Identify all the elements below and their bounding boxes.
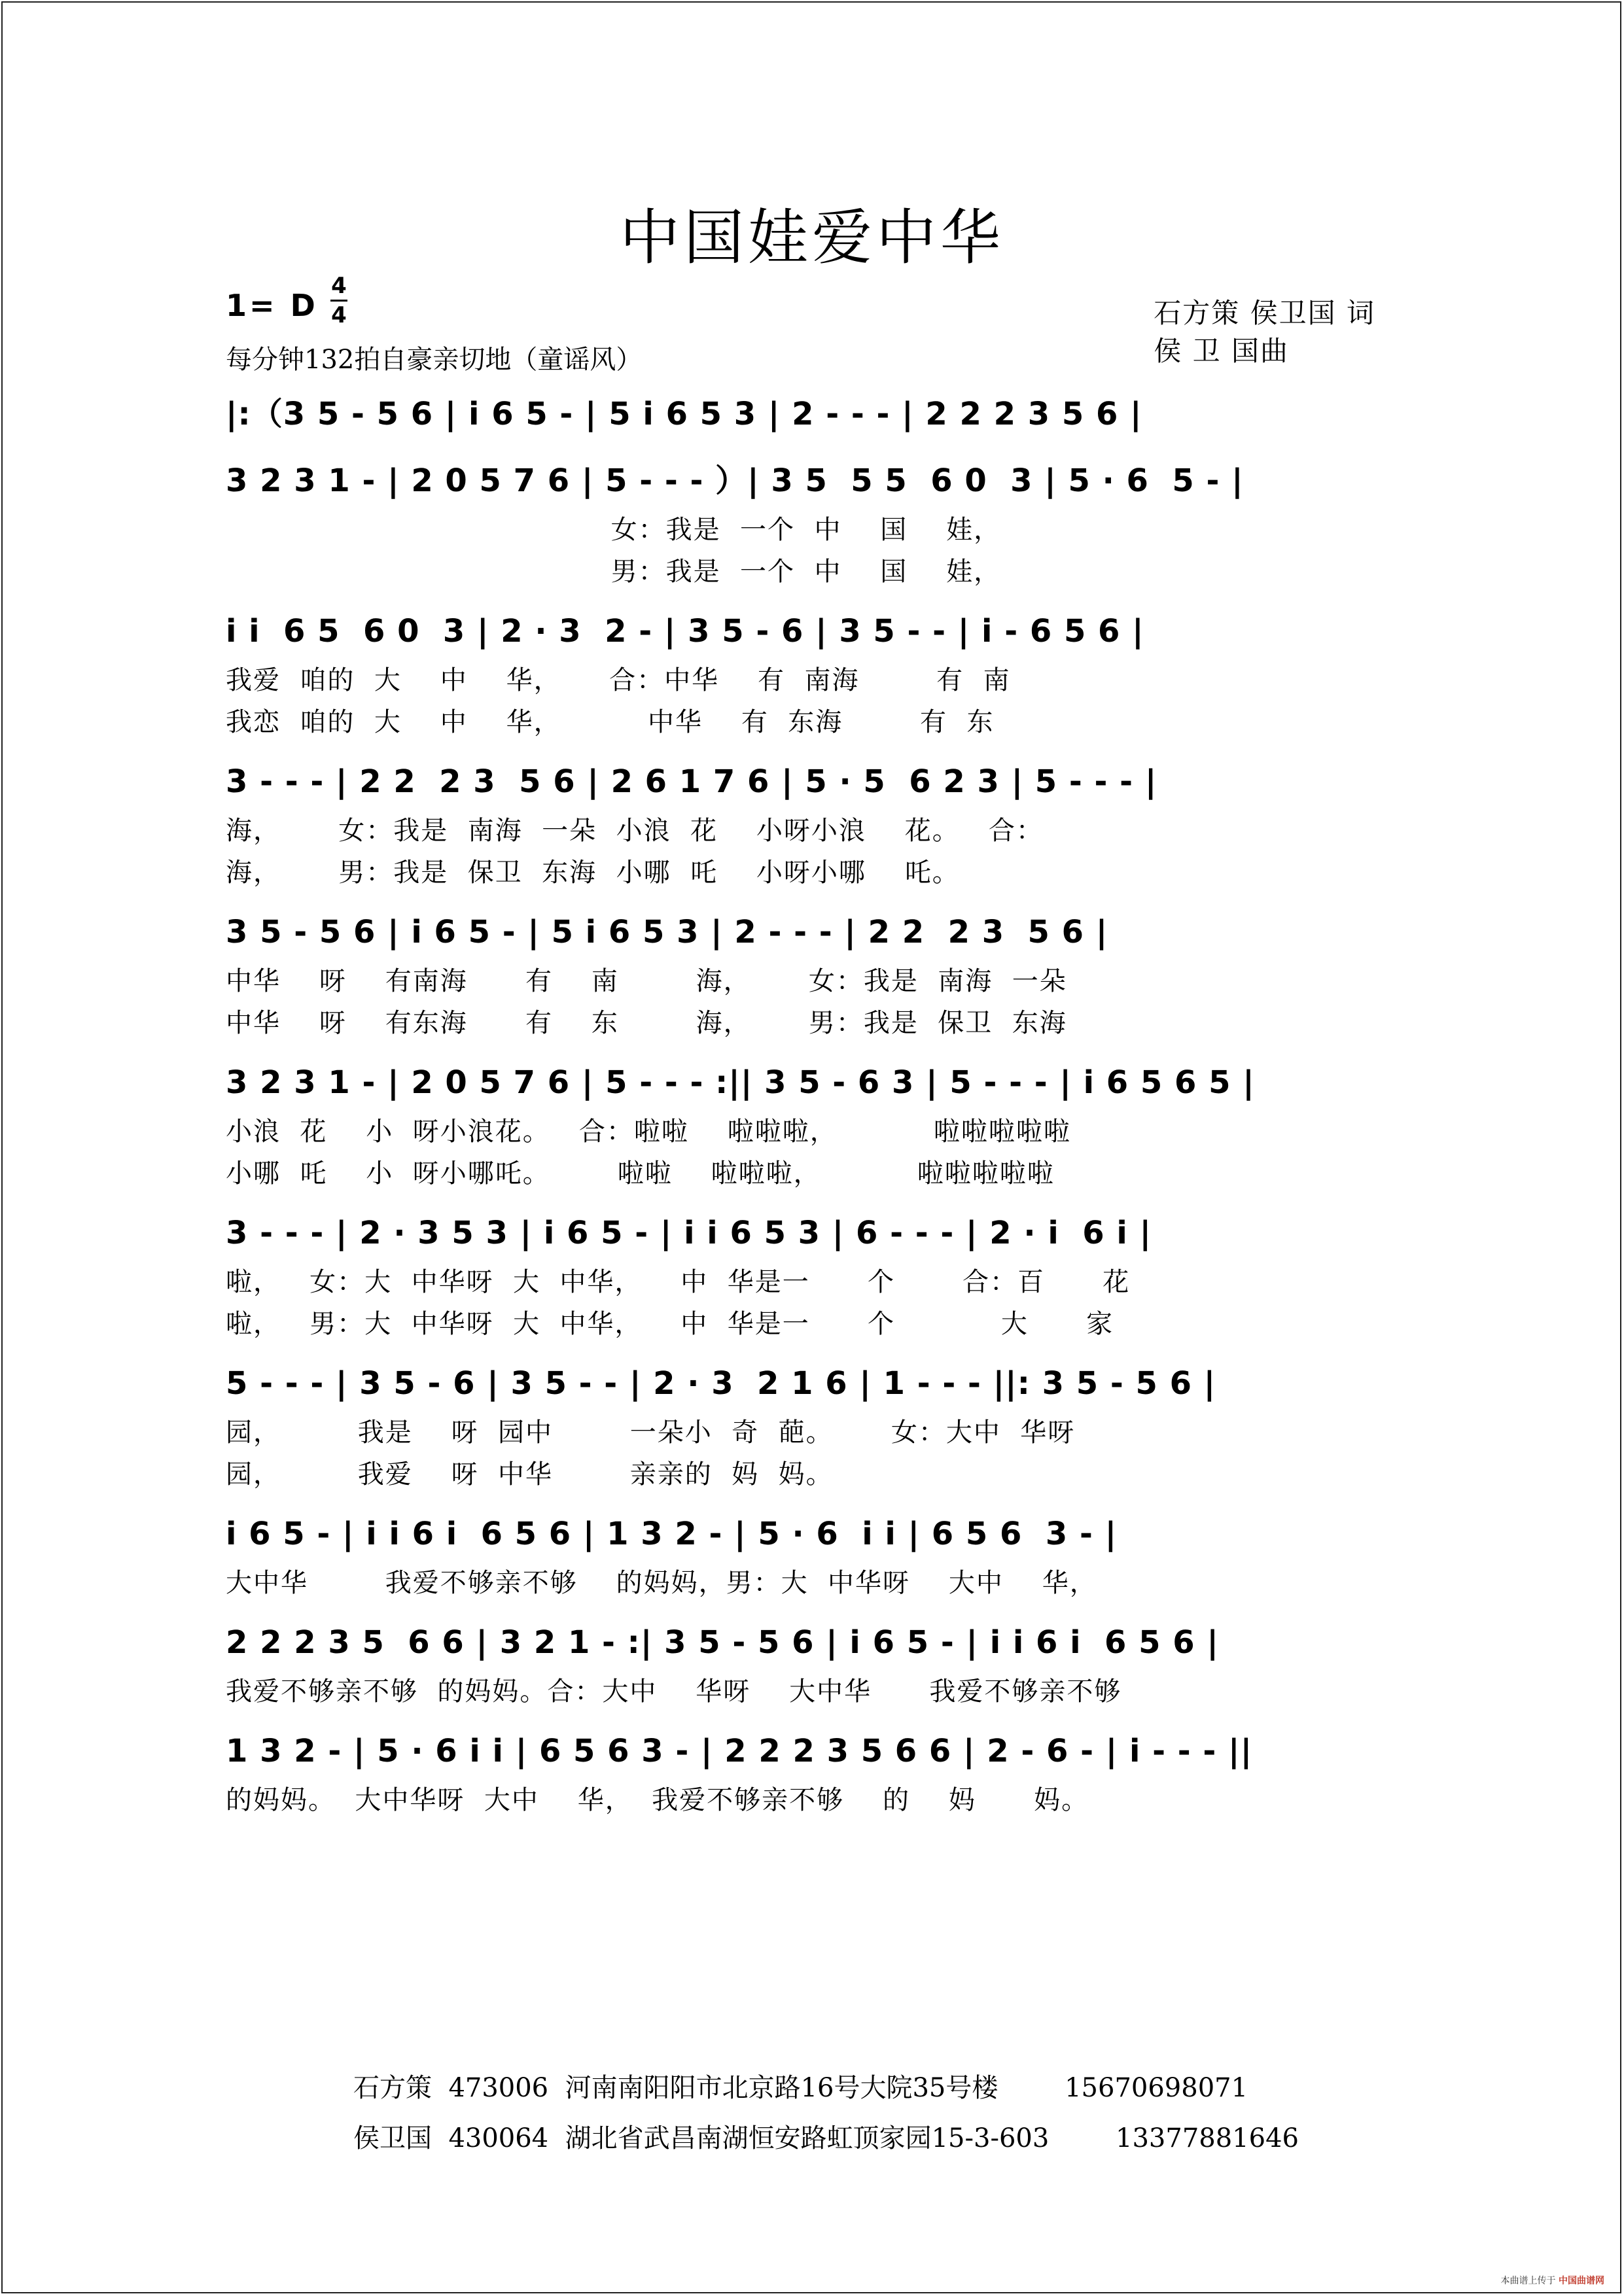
lyric-line: 海， 男：我是 保卫 东海 小哪 吒 小呀小哪 吒。 [226, 858, 960, 888]
contact-phone: 13377881646 [1116, 2123, 1299, 2153]
lyric-line: 海， 女：我是 南海 一朵 小浪 花 小呀小浪 花。 合： [226, 816, 1044, 846]
notation-line: 5 - - - | 3 5 - 6 | 3 5 - - | 2 · 3 2 1 6 | 1 - - - ||: 3 5 - 5 6 | [226, 1365, 1216, 1402]
notation-line: |:（3 5 - 5 6 | i 6 5 - | 5 i 6 5 3 | 2 - - - | 2 2 2 3 5 6 | [226, 396, 1142, 432]
footer-text: 本曲谱上传于 [1500, 2276, 1556, 2286]
lyric-line: 大中华 我爱不够亲不够 的妈妈，男：大 中华呀 大中 华， [226, 1568, 1097, 1598]
lyric-line: 我恋 咱的 大 中 华， 中华 有 东海 有 东 [226, 707, 995, 737]
key-signature [226, 288, 318, 323]
lyric-line: 我爱 咱的 大 中 华， 合：中华 有 南海 有 南 [226, 665, 1011, 695]
lyric-line: 中华 呀 有东海 有 东 海， 男：我是 保卫 东海 [226, 1008, 1067, 1038]
notation-line: 3 2 3 1 - | 2 0 5 7 6 | 5 - - - ）| 3 5 5 5 6 0 3 | 5 · 6 5 - | [226, 462, 1244, 499]
time-signature [330, 273, 347, 328]
lyric-line: 男：我是 一个 中 国 娃， [226, 557, 1002, 587]
system [226, 1506, 1384, 1604]
notation-line: 3 2 3 1 - | 2 0 5 7 6 | 5 - - - :|| 3 5 - 6 3 | 5 - - - | i 6 5 6 5 | [226, 1064, 1255, 1101]
lyricist-credit: 石方策 侯卫国 词 [1154, 297, 1375, 329]
key-label: 1= D [226, 288, 318, 323]
site-brand: 中国曲谱网 [1559, 2276, 1604, 2286]
contact-info [353, 2117, 1299, 2155]
contact-postcode: 473006 [448, 2073, 549, 2103]
lyric-line: 中华 呀 有南海 有 南 海， 女：我是 南海 一朵 [226, 966, 1067, 996]
notation-line: 3 - - - | 2 · 3 5 3 | i 6 5 - | i i 6 5 3 | 6 - - - | 2 · i 6 i | [226, 1215, 1152, 1251]
system [226, 1614, 1384, 1713]
lyric-line: 小浪 花 小 呀小浪花。 合：啦啦 啦啦啦， 啦啦啦啦啦 [226, 1117, 1071, 1147]
time-signature-bottom: 4 [331, 302, 347, 328]
lyric-line: 园， 我爱 呀 中华 亲亲的 妈 妈。 [226, 1459, 834, 1489]
time-signature-top: 4 [331, 273, 347, 299]
song-title: 中国娃爱中华 [619, 203, 1004, 273]
credits [1154, 294, 1375, 370]
system [226, 1723, 1384, 1821]
contact-postcode: 430064 [448, 2123, 549, 2153]
score [226, 386, 1384, 1832]
system [226, 1054, 1384, 1194]
system [226, 904, 1384, 1044]
upload-footer [1501, 2274, 1604, 2287]
lyric-line: 小哪 吒 小 呀小哪吒。 啦啦 啦啦啦， 啦啦啦啦啦 [226, 1158, 1055, 1189]
contact-phone: 15670698071 [1065, 2073, 1248, 2103]
lyric-line: 园， 我是 呀 园中 一朵小 奇 葩。 女：大中 华呀 [226, 1418, 1076, 1448]
composer-credit: 侯 卫 国曲 [1154, 335, 1289, 367]
lyric-line: 啦， 女：大 中华呀 大 中华， 中 华是一 个 合：百 花 [226, 1267, 1131, 1297]
system [226, 1205, 1384, 1345]
lyric-line: 女：我是 一个 中 国 娃， [226, 515, 1002, 545]
system [226, 453, 1384, 593]
tempo-marking: 每分钟132拍自豪亲切地（童谣风） [226, 345, 643, 375]
system [226, 386, 1384, 442]
lyric-line: 的妈妈。 大中华呀 大中 华， 我爱不够亲不够 的 妈 妈。 [226, 1785, 1089, 1815]
contact-address: 湖北省武昌南湖恒安路虹顶家园15-3-603 [565, 2123, 1050, 2153]
lyric-line: 啦， 男：大 中华呀 大 中华， 中 华是一 个 大 家 [226, 1309, 1114, 1339]
contact-address: 河南南阳阳市北京路16号大院35号楼 [565, 2073, 998, 2103]
contact-info [353, 2067, 1248, 2104]
notation-line: 3 - - - | 2 2 2 3 5 6 | 2 6 1 7 6 | 5 · 5 6 2 3 | 5 - - - | [226, 763, 1157, 800]
notation-line: 2 2 2 3 5 6 6 | 3 2 1 - :| 3 5 - 5 6 | i 6 5 - | i i 6 i 6 5 6 | [226, 1624, 1219, 1661]
system [226, 1355, 1384, 1495]
notation-line: 1 3 2 - | 5 · 6 i i | 6 5 6 3 - | 2 2 2 3 5 6 6 | 2 - 6 - | i - - - || [226, 1733, 1253, 1769]
notation-line: i i 6 5 6 0 3 | 2 · 3 2 - | 3 5 - 6 | 3 5 - - | i - 6 5 6 | [226, 613, 1144, 650]
lyric-line: 我爱不够亲不够 的妈妈。合：大中 华呀 大中华 我爱不够亲不够 [226, 1677, 1122, 1707]
notation-line: 3 5 - 5 6 | i 6 5 - | 5 i 6 5 3 | 2 - - - | 2 2 2 3 5 6 | [226, 914, 1108, 950]
contact-name: 石方策 [353, 2073, 432, 2103]
contact-name: 侯卫国 [353, 2123, 432, 2153]
system [226, 754, 1384, 894]
time-signature-bar [330, 300, 347, 302]
system [226, 603, 1384, 743]
notation-line: i 6 5 - | i i 6 i 6 5 6 | 1 3 2 - | 5 · 6 i i | 6 5 6 3 - | [226, 1516, 1118, 1552]
